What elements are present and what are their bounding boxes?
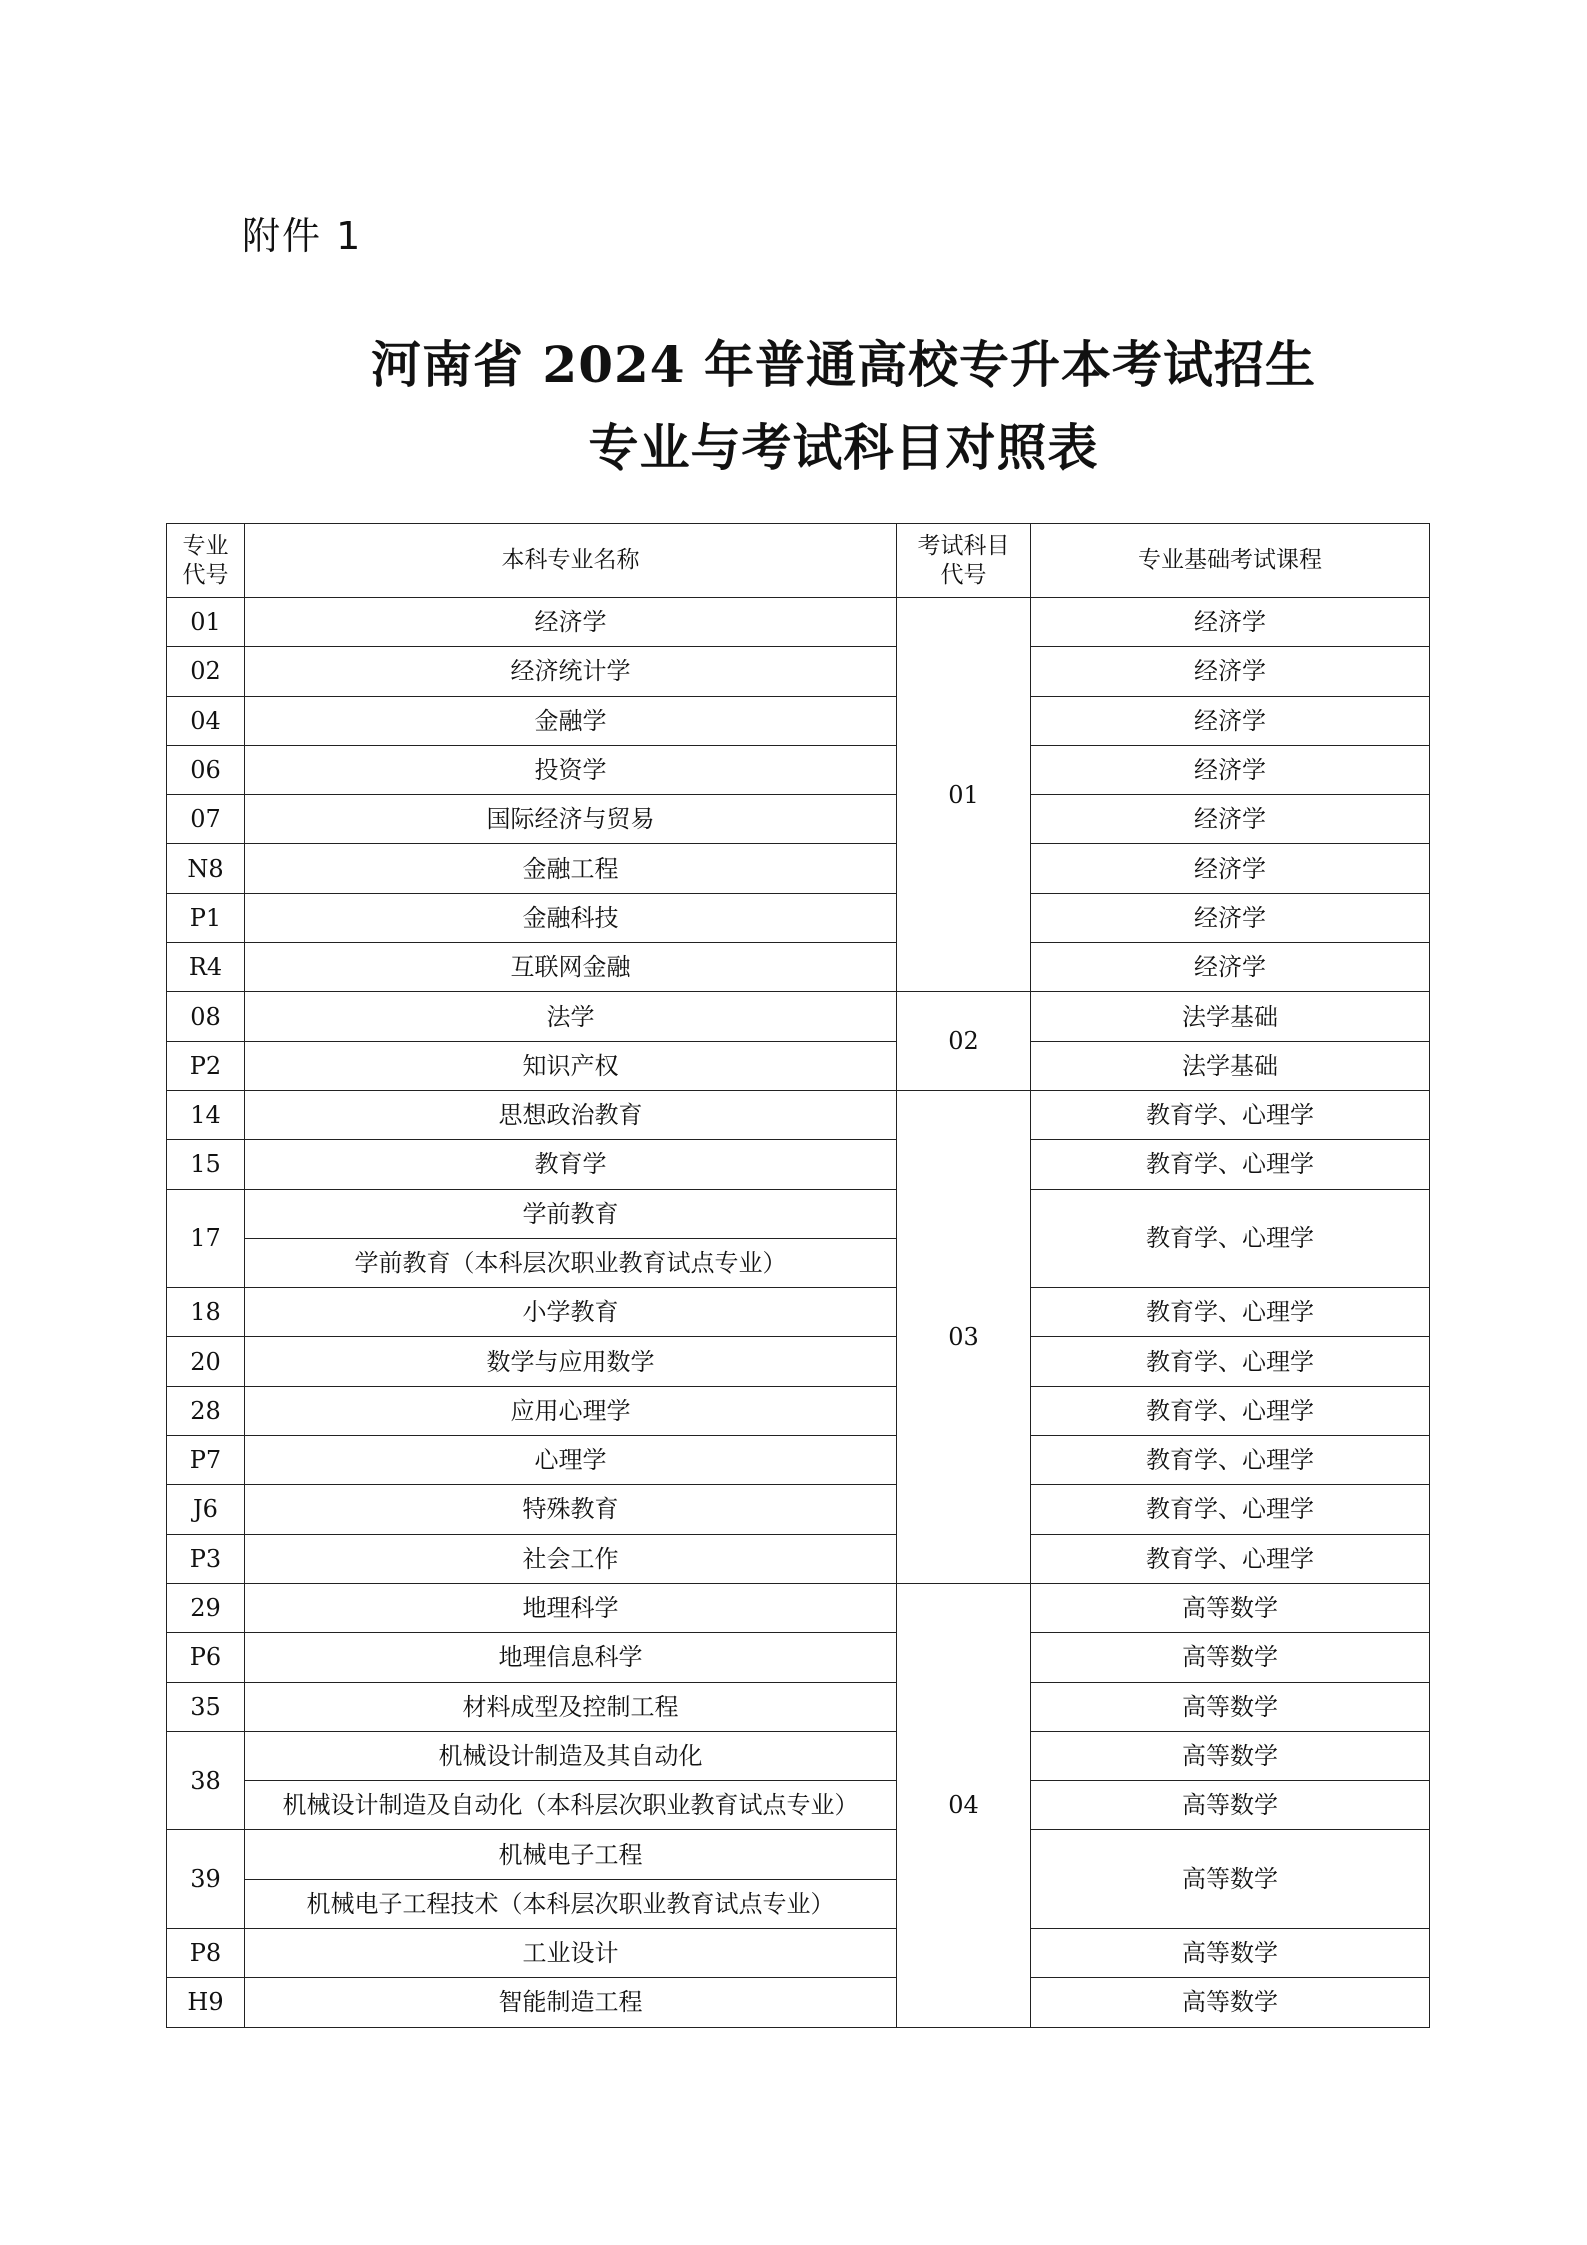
exam-course-cell: 高等数学 bbox=[1031, 1929, 1430, 1978]
major-code-cell: 28 bbox=[167, 1386, 245, 1435]
exam-course-cell: 教育学、心理学 bbox=[1031, 1337, 1430, 1386]
major-code-cell: N8 bbox=[167, 844, 245, 893]
table-row bbox=[167, 1485, 1430, 1534]
exam-course-cell: 经济学 bbox=[1031, 893, 1430, 942]
major-name-cell: 心理学 bbox=[245, 1436, 897, 1485]
exam-course-cell: 经济学 bbox=[1031, 943, 1430, 992]
major-code-cell: P1 bbox=[167, 893, 245, 942]
header-major-code: 专业 代号 bbox=[167, 524, 245, 598]
major-name-cell: 应用心理学 bbox=[245, 1386, 897, 1435]
major-code-cell: R4 bbox=[167, 943, 245, 992]
major-name-cell: 机械电子工程技术（本科层次职业教育试点专业） bbox=[245, 1879, 897, 1928]
exam-course-cell: 经济学 bbox=[1031, 647, 1430, 696]
exam-course-cell: 法学基础 bbox=[1031, 1041, 1430, 1090]
table-row bbox=[167, 1386, 1430, 1435]
table-row bbox=[167, 795, 1430, 844]
table-row bbox=[167, 1337, 1430, 1386]
exam-course-cell: 高等数学 bbox=[1031, 1781, 1430, 1830]
major-name-cell: 工业设计 bbox=[245, 1929, 897, 1978]
major-code-cell: J6 bbox=[167, 1485, 245, 1534]
exam-course-cell: 高等数学 bbox=[1031, 1978, 1430, 2027]
table-row bbox=[167, 696, 1430, 745]
major-name-cell: 经济统计学 bbox=[245, 647, 897, 696]
major-code-cell: 14 bbox=[167, 1090, 245, 1139]
major-code-cell: P8 bbox=[167, 1929, 245, 1978]
table-row bbox=[167, 1830, 1430, 1879]
major-name-cell: 学前教育 bbox=[245, 1189, 897, 1238]
attachment-label: 附件 1 bbox=[242, 214, 363, 258]
major-code-cell: 07 bbox=[167, 795, 245, 844]
header-major-name: 本科专业名称 bbox=[245, 524, 897, 598]
table-row bbox=[167, 943, 1430, 992]
exam-course-cell: 高等数学 bbox=[1031, 1830, 1430, 1929]
document-title-line2: 专业与考试科目对照表 bbox=[588, 418, 1099, 477]
major-code-cell: 39 bbox=[167, 1830, 245, 1929]
major-name-cell: 机械电子工程 bbox=[245, 1830, 897, 1879]
major-code-cell: 04 bbox=[167, 696, 245, 745]
table-row bbox=[167, 1436, 1430, 1485]
exam-course-cell: 教育学、心理学 bbox=[1031, 1189, 1430, 1288]
major-code-cell: 17 bbox=[167, 1189, 245, 1288]
table-row bbox=[167, 1583, 1430, 1632]
table-row bbox=[167, 1189, 1430, 1238]
major-code-cell: 08 bbox=[167, 992, 245, 1041]
exam-course-cell: 高等数学 bbox=[1031, 1731, 1430, 1780]
major-name-cell: 金融工程 bbox=[245, 844, 897, 893]
exam-course-cell: 教育学、心理学 bbox=[1031, 1534, 1430, 1583]
exam-course-cell: 教育学、心理学 bbox=[1031, 1386, 1430, 1435]
exam-course-cell: 高等数学 bbox=[1031, 1633, 1430, 1682]
table-row bbox=[167, 745, 1430, 794]
major-code-cell: 20 bbox=[167, 1337, 245, 1386]
major-code-cell: P2 bbox=[167, 1041, 245, 1090]
exam-course-cell: 法学基础 bbox=[1031, 992, 1430, 1041]
table-row bbox=[167, 1929, 1430, 1978]
table-row bbox=[167, 598, 1430, 647]
table-row bbox=[167, 992, 1430, 1041]
table-row bbox=[167, 1041, 1430, 1090]
exam-code-cell: 02 bbox=[897, 992, 1031, 1091]
table-row bbox=[167, 1731, 1430, 1780]
major-code-cell: 06 bbox=[167, 745, 245, 794]
exam-course-cell: 高等数学 bbox=[1031, 1583, 1430, 1632]
exam-code-cell: 04 bbox=[897, 1583, 1031, 2027]
major-name-cell: 社会工作 bbox=[245, 1534, 897, 1583]
major-name-cell: 金融学 bbox=[245, 696, 897, 745]
exam-code-cell: 01 bbox=[897, 598, 1031, 992]
major-code-cell: P6 bbox=[167, 1633, 245, 1682]
major-name-cell: 材料成型及控制工程 bbox=[245, 1682, 897, 1731]
major-name-cell: 国际经济与贸易 bbox=[245, 795, 897, 844]
major-name-cell: 地理科学 bbox=[245, 1583, 897, 1632]
major-name-cell: 数学与应用数学 bbox=[245, 1337, 897, 1386]
exam-course-cell: 教育学、心理学 bbox=[1031, 1485, 1430, 1534]
exam-course-cell: 经济学 bbox=[1031, 844, 1430, 893]
exam-course-cell: 经济学 bbox=[1031, 598, 1430, 647]
exam-course-cell: 教育学、心理学 bbox=[1031, 1436, 1430, 1485]
major-name-cell: 金融科技 bbox=[245, 893, 897, 942]
major-name-cell: 教育学 bbox=[245, 1140, 897, 1189]
major-name-cell: 知识产权 bbox=[245, 1041, 897, 1090]
major-code-cell: 02 bbox=[167, 647, 245, 696]
major-code-cell: 35 bbox=[167, 1682, 245, 1731]
major-code-cell: P7 bbox=[167, 1436, 245, 1485]
exam-code-cell: 03 bbox=[897, 1090, 1031, 1583]
table-row bbox=[167, 1288, 1430, 1337]
document-title-line1: 河南省 2024 年普通高校专升本考试招生 bbox=[371, 335, 1316, 394]
exam-course-cell: 教育学、心理学 bbox=[1031, 1288, 1430, 1337]
major-name-cell: 法学 bbox=[245, 992, 897, 1041]
major-name-cell: 投资学 bbox=[245, 745, 897, 794]
major-code-cell: P3 bbox=[167, 1534, 245, 1583]
table-header-row bbox=[167, 524, 1430, 598]
table-row bbox=[167, 1978, 1430, 2027]
table-row bbox=[167, 647, 1430, 696]
table-row bbox=[167, 893, 1430, 942]
table-row bbox=[167, 1633, 1430, 1682]
major-name-cell: 互联网金融 bbox=[245, 943, 897, 992]
major-name-cell: 地理信息科学 bbox=[245, 1633, 897, 1682]
major-name-cell: 机械设计制造及自动化（本科层次职业教育试点专业） bbox=[245, 1781, 897, 1830]
major-name-cell: 学前教育（本科层次职业教育试点专业） bbox=[245, 1238, 897, 1287]
major-exam-table bbox=[166, 523, 1430, 2028]
major-code-cell: 29 bbox=[167, 1583, 245, 1632]
exam-course-cell: 教育学、心理学 bbox=[1031, 1090, 1430, 1139]
major-name-cell: 小学教育 bbox=[245, 1288, 897, 1337]
table-row bbox=[167, 844, 1430, 893]
major-code-cell: 15 bbox=[167, 1140, 245, 1189]
major-name-cell: 经济学 bbox=[245, 598, 897, 647]
major-name-cell: 特殊教育 bbox=[245, 1485, 897, 1534]
exam-course-cell: 教育学、心理学 bbox=[1031, 1140, 1430, 1189]
table-row bbox=[167, 1140, 1430, 1189]
exam-course-cell: 经济学 bbox=[1031, 795, 1430, 844]
header-exam-course: 专业基础考试课程 bbox=[1031, 524, 1430, 598]
table-row bbox=[167, 1090, 1430, 1139]
major-code-cell: 01 bbox=[167, 598, 245, 647]
table-row bbox=[167, 1534, 1430, 1583]
table-row bbox=[167, 1682, 1430, 1731]
major-code-cell: H9 bbox=[167, 1978, 245, 2027]
major-name-cell: 智能制造工程 bbox=[245, 1978, 897, 2027]
major-name-cell: 思想政治教育 bbox=[245, 1090, 897, 1139]
major-code-cell: 38 bbox=[167, 1731, 245, 1830]
exam-course-cell: 经济学 bbox=[1031, 696, 1430, 745]
header-exam-code: 考试科目 代号 bbox=[897, 524, 1031, 598]
major-name-cell: 机械设计制造及其自动化 bbox=[245, 1731, 897, 1780]
exam-course-cell: 经济学 bbox=[1031, 745, 1430, 794]
table-row bbox=[167, 1781, 1430, 1830]
major-code-cell: 18 bbox=[167, 1288, 245, 1337]
exam-course-cell: 高等数学 bbox=[1031, 1682, 1430, 1731]
